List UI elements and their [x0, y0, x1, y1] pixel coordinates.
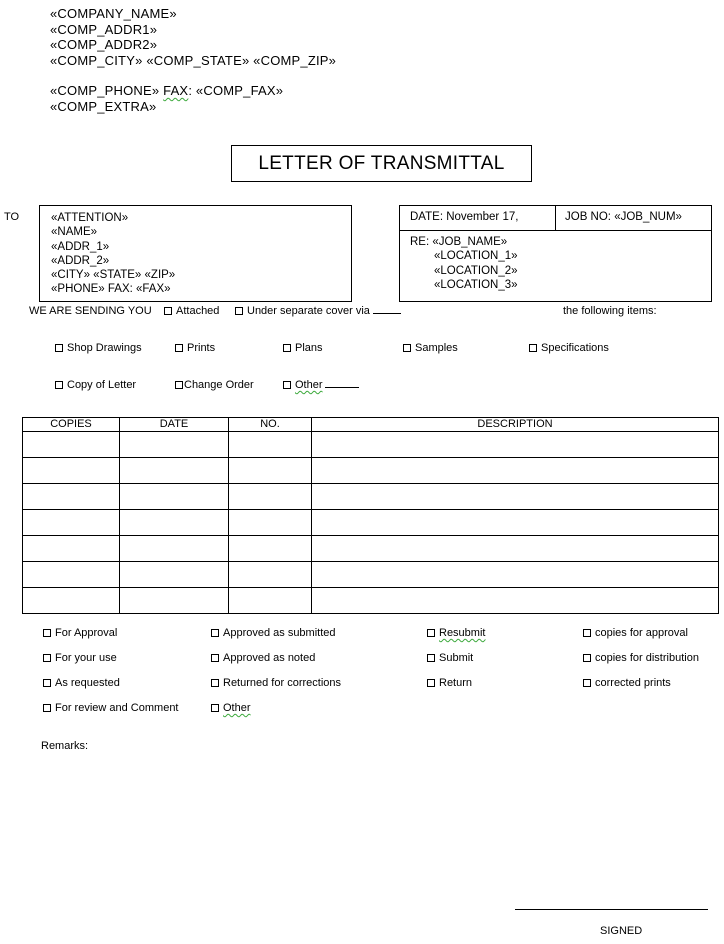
copies-cell[interactable] — [23, 458, 120, 484]
company-address-1: «COMP_ADDR1» — [50, 21, 158, 37]
column-header-date: DATE — [120, 418, 229, 432]
company-fax-label: FAX — [163, 83, 189, 98]
checkbox-icon — [211, 629, 219, 637]
table-row — [23, 510, 719, 536]
table-row — [23, 458, 719, 484]
attached-label: Attached — [176, 305, 220, 317]
copies-for-approval-checkbox[interactable] — [583, 627, 688, 639]
other-item-label: Other — [295, 379, 323, 391]
title-box — [231, 145, 532, 182]
samples-checkbox[interactable] — [403, 342, 458, 354]
submit-checkbox[interactable] — [427, 652, 473, 664]
copies-cell[interactable] — [23, 588, 120, 614]
checkbox-icon — [529, 344, 537, 352]
checkbox-icon — [211, 704, 219, 712]
company-city-state-zip: «COMP_CITY» «COMP_STATE» «COMP_ZIP» — [50, 52, 337, 68]
for-review-checkbox[interactable] — [43, 702, 179, 714]
return-checkbox[interactable] — [427, 677, 472, 689]
number-cell[interactable] — [229, 458, 312, 484]
checkbox-icon — [43, 654, 51, 662]
job-box — [399, 205, 712, 302]
following-items-label: the following items: — [563, 305, 657, 317]
number-cell[interactable] — [229, 562, 312, 588]
approved-as-noted-checkbox[interactable] — [211, 652, 315, 664]
date-cell[interactable] — [120, 536, 229, 562]
plans-checkbox[interactable] — [283, 342, 323, 354]
table-row — [23, 588, 719, 614]
returned-for-corrections-checkbox[interactable] — [211, 677, 341, 689]
number-cell[interactable] — [229, 484, 312, 510]
date-cell[interactable] — [120, 588, 229, 614]
checkbox-icon — [427, 654, 435, 662]
sending-label: WE ARE SENDING YOU — [29, 305, 152, 317]
specifications-label: Specifications — [541, 342, 609, 354]
description-cell[interactable] — [312, 562, 719, 588]
checkbox-icon — [175, 381, 183, 389]
recipient-attention: «ATTENTION» — [51, 212, 129, 224]
for-your-use-label: For your use — [55, 652, 117, 664]
date-cell[interactable] — [120, 458, 229, 484]
other-item-checkbox[interactable] — [283, 379, 359, 391]
checkbox-icon — [55, 381, 63, 389]
table-header-row — [23, 418, 719, 432]
copies-cell[interactable] — [23, 484, 120, 510]
company-name: «COMPANY_NAME» — [50, 6, 177, 21]
page-title: LETTER OF TRANSMITTAL — [258, 153, 505, 174]
other-purpose-checkbox[interactable] — [211, 702, 251, 714]
checkbox-icon — [427, 679, 435, 687]
copies-cell[interactable] — [23, 432, 120, 458]
checkbox-icon — [43, 629, 51, 637]
company-extra: «COMP_EXTRA» — [50, 98, 157, 114]
job-date: DATE: November 17, — [410, 211, 519, 223]
as-requested-checkbox[interactable] — [43, 677, 120, 689]
signature-line[interactable] — [515, 909, 708, 910]
copy-of-letter-checkbox[interactable] — [55, 379, 136, 391]
copies-cell[interactable] — [23, 510, 120, 536]
approved-as-submitted-label: Approved as submitted — [223, 627, 336, 639]
checkbox-icon — [583, 679, 591, 687]
job-number-cell — [555, 206, 711, 231]
re-block — [410, 235, 518, 292]
specifications-checkbox[interactable] — [529, 342, 609, 354]
checkbox-icon — [283, 381, 291, 389]
for-your-use-checkbox[interactable] — [43, 652, 117, 664]
checkbox-icon — [164, 307, 172, 315]
corrected-prints-label: corrected prints — [595, 677, 671, 689]
change-order-checkbox[interactable] — [175, 379, 254, 391]
items-table — [22, 417, 719, 614]
separate-cover-checkbox[interactable] — [235, 305, 401, 317]
recipient-name: «NAME» — [51, 226, 98, 239]
recipient-city-state-zip: «CITY» «STATE» «ZIP» — [51, 269, 176, 282]
return-label: Return — [439, 677, 473, 689]
for-approval-label: For Approval — [55, 627, 118, 639]
for-approval-checkbox[interactable] — [43, 627, 117, 639]
returned-for-corrections-label: Returned for corrections — [223, 677, 341, 689]
job-number: JOB NO: «JOB_NUM» — [565, 211, 682, 223]
submit-label: Submit — [439, 652, 474, 664]
column-header-description: DESCRIPTION — [312, 418, 719, 432]
shop-drawings-label: Shop Drawings — [67, 342, 142, 354]
recipient-phone-fax: «PHONE» FAX: «FAX» — [51, 283, 171, 296]
number-cell[interactable] — [229, 536, 312, 562]
separate-cover-label: Under separate cover via — [247, 305, 370, 317]
description-cell[interactable] — [312, 484, 719, 510]
checkbox-icon — [211, 679, 219, 687]
other-item-blank[interactable] — [325, 387, 359, 388]
table-row — [23, 562, 719, 588]
date-cell[interactable] — [120, 484, 229, 510]
other-purpose-label: Other — [223, 702, 251, 714]
change-order-label: Change Order — [184, 379, 254, 391]
description-cell[interactable] — [312, 432, 719, 458]
number-cell[interactable] — [229, 588, 312, 614]
via-blank[interactable] — [373, 313, 401, 314]
resubmit-label: Resubmit — [439, 627, 486, 639]
samples-label: Samples — [415, 342, 458, 354]
checkbox-icon — [43, 704, 51, 712]
company-phone-fax — [50, 83, 283, 99]
checkbox-icon — [43, 679, 51, 687]
corrected-prints-checkbox[interactable] — [583, 677, 671, 689]
company-phone: «COMP_PHONE» — [50, 83, 160, 98]
column-header-copies: COPIES — [23, 418, 120, 432]
checkbox-icon — [403, 344, 411, 352]
recipient-box — [39, 205, 352, 302]
resubmit-checkbox[interactable] — [427, 627, 485, 639]
description-cell[interactable] — [312, 588, 719, 614]
remarks-label: Remarks: — [41, 740, 89, 752]
checkbox-icon — [175, 344, 183, 352]
date-cell[interactable] — [120, 432, 229, 458]
checkbox-icon — [283, 344, 291, 352]
as-requested-label: As requested — [55, 677, 120, 689]
plans-label: Plans — [295, 342, 323, 354]
description-cell[interactable] — [312, 510, 719, 536]
copies-for-distribution-checkbox[interactable] — [583, 652, 699, 664]
prints-label: Prints — [187, 342, 216, 354]
checkbox-icon — [427, 629, 435, 637]
recipient-address-1: «ADDR_1» — [51, 240, 110, 253]
copies-cell[interactable] — [23, 562, 120, 588]
description-cell[interactable] — [312, 536, 719, 562]
copies-cell[interactable] — [23, 536, 120, 562]
company-address-2: «COMP_ADDR2» — [50, 37, 158, 52]
date-cell[interactable] — [120, 562, 229, 588]
column-header-no: NO. — [229, 418, 312, 432]
checkbox-icon — [211, 654, 219, 662]
copies-for-approval-label: copies for approval — [595, 627, 688, 639]
attached-checkbox[interactable] — [164, 305, 219, 317]
checkbox-icon — [235, 307, 243, 315]
table-row — [23, 484, 719, 510]
date-cell — [400, 206, 556, 231]
checkbox-icon — [583, 654, 591, 662]
prints-checkbox[interactable] — [175, 342, 215, 354]
copies-for-distribution-label: copies for distribution — [595, 652, 699, 664]
number-cell[interactable] — [229, 510, 312, 536]
checkbox-icon — [583, 629, 591, 637]
job-name: RE: «JOB_NAME» — [410, 236, 508, 248]
company-fax: : «COMP_FAX» — [188, 83, 284, 98]
location-3: «LOCATION_3» — [434, 278, 518, 291]
approved-as-submitted-checkbox[interactable] — [211, 627, 336, 639]
location-2: «LOCATION_2» — [434, 264, 518, 277]
table-row — [23, 536, 719, 562]
location-1: «LOCATION_1» — [434, 250, 518, 263]
copy-of-letter-label: Copy of Letter — [67, 379, 137, 391]
for-review-label: For review and Comment — [55, 702, 179, 714]
checkbox-icon — [55, 344, 63, 352]
description-cell[interactable] — [312, 458, 719, 484]
approved-as-noted-label: Approved as noted — [223, 652, 316, 664]
table-row — [23, 432, 719, 458]
date-cell[interactable] — [120, 510, 229, 536]
signed-label: SIGNED — [600, 925, 643, 937]
number-cell[interactable] — [229, 432, 312, 458]
shop-drawings-checkbox[interactable] — [55, 342, 142, 354]
recipient-address-2: «ADDR_2» — [51, 254, 110, 267]
to-label: TO — [4, 211, 20, 223]
